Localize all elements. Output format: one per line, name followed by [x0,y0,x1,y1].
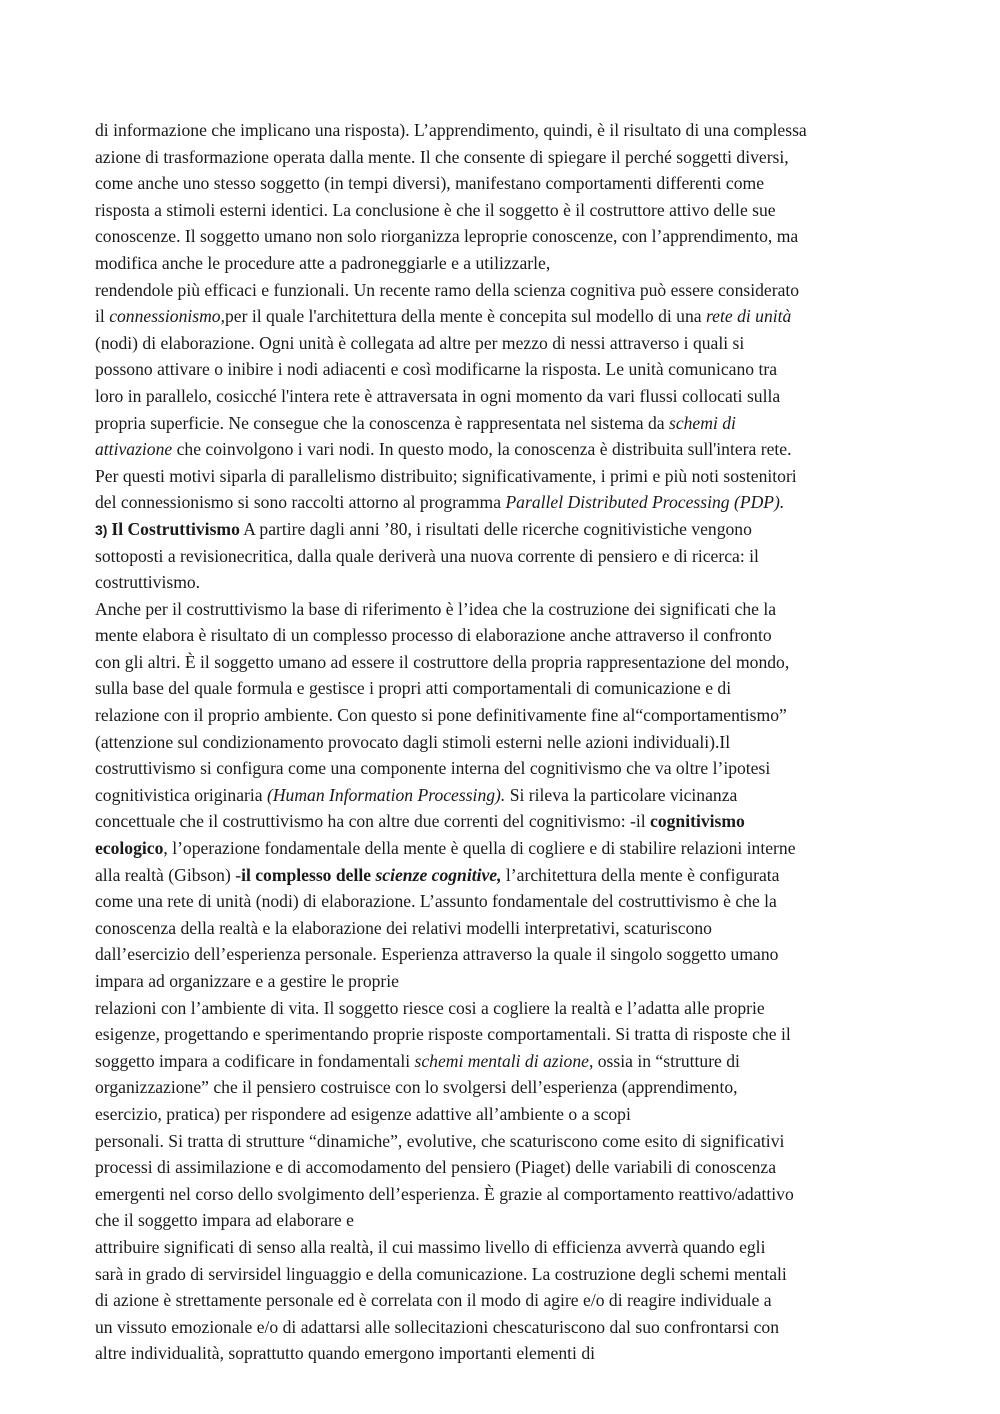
text-line [95,782,925,809]
text-line [95,941,925,968]
text-line [95,1074,925,1101]
text-run: conoscenza della realtà e la elaborazione dei relativi modelli interpretativi, scaturiscono [95,917,712,938]
text-run: mente elabora è risultato di un complesso processo di elaborazione anche attraverso il confronto [95,625,772,646]
text-run: loro in parallelo, cosicché l'intera rete è attraversata in ogni momento da vari flussi collocati sulla [95,385,781,406]
text-run: di informazione che implicano una risposta). L’apprendimento, quindi, è il risultato di una complessa [95,120,807,140]
text-run: Anche per il costruttivismo la base di riferimento è l’idea che la costruzione dei significati che la [95,598,777,619]
text-run: organizzazione” che il pensiero costruisce con lo svolgersi dell’esperienza (apprendimento, [95,1077,738,1098]
text-run: (Human Information Processing). [266,784,506,805]
text-line [95,463,925,490]
text-run: del connessionismo si sono raccolti attorno al programma [95,492,506,513]
text-run: , ossia in “strutture di [588,1050,740,1071]
text-run: rete di unità [705,306,792,327]
text-run: che coinvolgono i vari nodi. In questo modo, la conoscenza è distribuita sull'intera rete. [172,439,792,460]
text-line [95,117,925,144]
text-line [95,303,925,330]
text-run: (attenzione sul condizionamento provocato dagli stimoli esterni nelle azioni individuali).Il [95,731,731,752]
text-run: propria superficie. Ne consegue che la conoscenza è rappresentata nel sistema da [95,412,669,433]
text-line [95,888,925,915]
text-run: come una rete di unità (nodi) di elaborazione. L’assunto fondamentale del costruttivismo è che la [95,891,777,912]
text-run: cognitivistica originaria [95,784,267,805]
text-line [95,1048,925,1075]
text-line [95,808,925,835]
text-run: sarà in grado di servirsidel linguaggio e della comunicazione. La costruzione degli schemi mentali [95,1263,787,1284]
text-run: A partire dagli anni ’80, i risultati delle ricerche cognitivistiche vengono [239,518,752,539]
text-run: concettuale che il costruttivismo ha con altre due correnti del cognitivismo: -il [95,811,651,832]
text-line [95,356,925,383]
text-run: 3) [95,521,112,538]
text-line [95,223,925,250]
text-line [95,968,925,995]
text-line [95,1021,925,1048]
text-line [95,862,925,889]
text-run: attribuire significati di senso alla realtà, il cui massimo livello di efficienza avverrà quando egli [95,1236,766,1257]
text-run: personali. Si tratta di strutture “dinamiche”, evolutive, che scaturiscono come esito di significativi [95,1130,785,1151]
text-line [95,197,925,224]
text-run: Si rileva la particolare vicinanza [505,784,738,805]
text-line [95,675,925,702]
text-line [95,516,925,543]
text-line [95,1314,925,1341]
text-line [95,1101,925,1128]
text-run: rendendole più efficaci e funzionali. Un recente ramo della scienza cognitiva può essere considerato [95,279,800,300]
text-run: come anche uno stesso soggetto (in tempi diversi), manifestano comportamenti differenti come [95,173,765,194]
text-run: altre individualità, soprattutto quando emergono importanti elementi di [95,1343,596,1364]
text-line [95,1234,925,1261]
text-line [95,277,925,304]
text-line [95,596,925,623]
text-run: il [95,306,110,327]
text-line [95,1207,925,1234]
text-line [95,1181,925,1208]
text-run: processi di assimilazione e di accomodamento del pensiero (Piaget) delle variabili di conoscenza [95,1157,777,1178]
text-run: che il soggetto impara ad elaborare e [95,1210,354,1231]
document-body [95,117,925,1367]
text-line [95,622,925,649]
text-run: ,per il quale l'architettura della mente è concepita sul modello di una [220,306,706,327]
text-run: esercizio, pratica) per rispondere ad esigenze adattive all’ambiente o a scopi [95,1103,631,1124]
text-run: schemi di [668,412,736,433]
text-run: (nodi) di elaborazione. Ogni unità è collegata ad altre per mezzo di nessi attraverso i quali si [95,332,745,353]
text-run: esigenze, progettando e sperimentando proprie risposte comportamentali. Si tratta di risposte che il [95,1024,791,1045]
text-line [95,144,925,171]
text-run: con gli altri. È il soggetto umano ad essere il costruttore della propria rappresentazione del mondo, [95,651,790,672]
text-run: cognitivismo [650,811,745,832]
text-run: impara ad organizzare e a gestire le proprie [95,971,399,991]
text-line [95,915,925,942]
text-run: Il Costruttivismo [111,518,240,539]
text-run: scienze cognitive, [375,864,502,885]
text-run: sulla base del quale formula e gestisce i propri atti comportamentali di comunicazione e di [95,678,732,699]
text-line [95,436,925,463]
text-run: costruttivismo. [95,572,201,593]
text-line [95,1154,925,1181]
text-line [95,1340,925,1367]
text-line [95,995,925,1022]
text-run: soggetto impara a codificare in fondamentali [95,1050,415,1071]
text-line [95,543,925,570]
text-run: relazione con il proprio ambiente. Con questo si pone definitivamente fine al“comportamentismo” [95,705,787,726]
text-run: Parallel Distributed Processing (PDP). [505,492,785,513]
text-run: risposta a stimoli esterni identici. La conclusione è che il soggetto è il costruttore attivo delle sue [95,199,776,220]
text-run: conoscenze. Il soggetto umano non solo riorganizza leproprie conoscenze, con l’apprendimento, ma [95,226,799,247]
text-run: sottoposti a revisionecritica, dalla quale deriverà una nuova corrente di pensiero e di ricerca: il [95,545,759,566]
text-line [95,170,925,197]
text-line [95,410,925,437]
text-line [95,755,925,782]
text-line [95,330,925,357]
text-run: , l’operazione fondamentale della mente è quella di cogliere e di stabilire relazioni interne [163,838,796,859]
text-line [95,489,925,516]
text-run: un vissuto emozionale e/o di adattarsi alle sollecitazioni chescaturiscono dal suo confrontarsi con [95,1316,779,1337]
text-run: possono attivare o inibire i nodi adiacenti e così modificarne la risposta. Le unità comunicano tra [95,359,778,380]
text-run: attivazione [95,439,173,460]
text-run: alla realtà (Gibson) - [95,864,242,885]
text-run: l’architettura della mente è configurata [501,864,780,885]
text-line [95,835,925,862]
text-line [95,1261,925,1288]
text-line [95,1128,925,1155]
text-run: di azione è strettamente personale ed è correlata con il modo di agire e/o di reagire individuale a [95,1290,772,1311]
text-run: modifica anche le procedure atte a padroneggiarle e a utilizzarle, [95,252,551,273]
text-line [95,649,925,676]
text-line [95,383,925,410]
text-line [95,1287,925,1314]
text-run: relazioni con l’ambiente di vita. Il soggetto riesce cosi a cogliere la realtà e l’adatta alle proprie [95,997,765,1018]
text-line [95,569,925,596]
text-line [95,250,925,277]
text-run: emergenti nel corso dello svolgimento dell’esperienza. È grazie al comportamento reattivo/adattivo [95,1183,794,1204]
text-run: dall’esercizio dell’esperienza personale. Esperienza attraverso la quale il singolo soggetto umano [95,944,779,965]
text-run: schemi mentali di azione [414,1050,589,1071]
text-run: connessionismo [109,306,221,327]
text-run: ecologico [95,838,164,859]
text-run: il complesso delle [241,864,376,885]
text-line [95,729,925,756]
text-run: Per questi motivi siparla di parallelismo distribuito; significativamente, i primi e più noti sostenitori [95,465,797,486]
text-run: azione di trasformazione operata dalla mente. Il che consente di spiegare il perché soggetti diversi, [95,146,789,167]
text-run: costruttivismo si configura come una componente interna del cognitivismo che va oltre l’ipotesi [95,758,771,779]
text-line [95,702,925,729]
